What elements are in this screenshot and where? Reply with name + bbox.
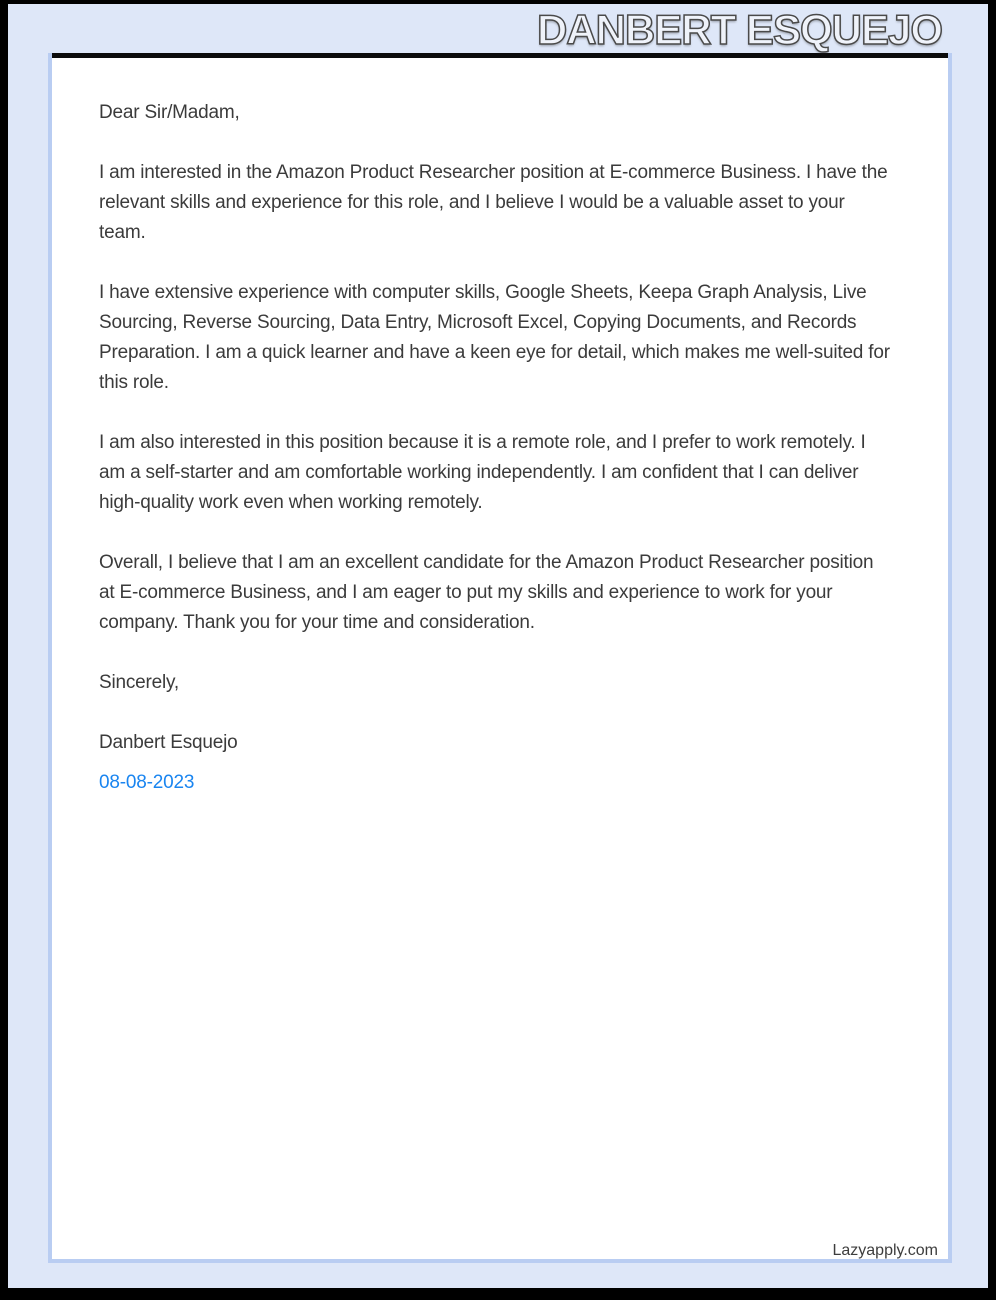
document-background xyxy=(8,4,988,1288)
salutation: Dear Sir/Madam, xyxy=(99,102,240,123)
closing: Sincerely, xyxy=(99,672,180,693)
paragraph-interest: I am interested in the Amazon Product Researcher position at E-commerce Business. I have the relevant skills and experience for this role, and I believe I would be a valuable asset to your team. xyxy=(99,162,888,243)
signature-name: Danbert Esquejo xyxy=(99,732,238,753)
paragraph-experience: I have extensive experience with computer skills, Google Sheets, Keepa Graph Analysis, Live Sourcing, Reverse Sourcing, Data Entry, Microsoft Excel, Copying Documents, and Records Preparation. I am a quick learner and have a keen eye for detail, which makes me well-suited for this role. xyxy=(99,282,890,393)
lazyapply-watermark-link[interactable]: Lazyapply.com xyxy=(832,1242,938,1259)
paragraph-remote: I am also interested in this position because it is a remote role, and I prefer to work remotely. I am a self-starter and am comfortable working independently. I am confident that I can deliver high-quality work even when working remotely. xyxy=(99,432,866,513)
paragraph-conclusion: Overall, I believe that I am an excellent candidate for the Amazon Product Researcher position at E-commerce Business, and I am eager to put my skills and experience to work for your company. Thank you for your time and consideration. xyxy=(99,552,874,633)
header-candidate-name: DANBERT ESQUEJO xyxy=(536,6,942,53)
letter-content xyxy=(52,58,948,798)
letter-date[interactable]: 08-08-2023 xyxy=(99,772,195,793)
letter-page xyxy=(48,53,952,1263)
